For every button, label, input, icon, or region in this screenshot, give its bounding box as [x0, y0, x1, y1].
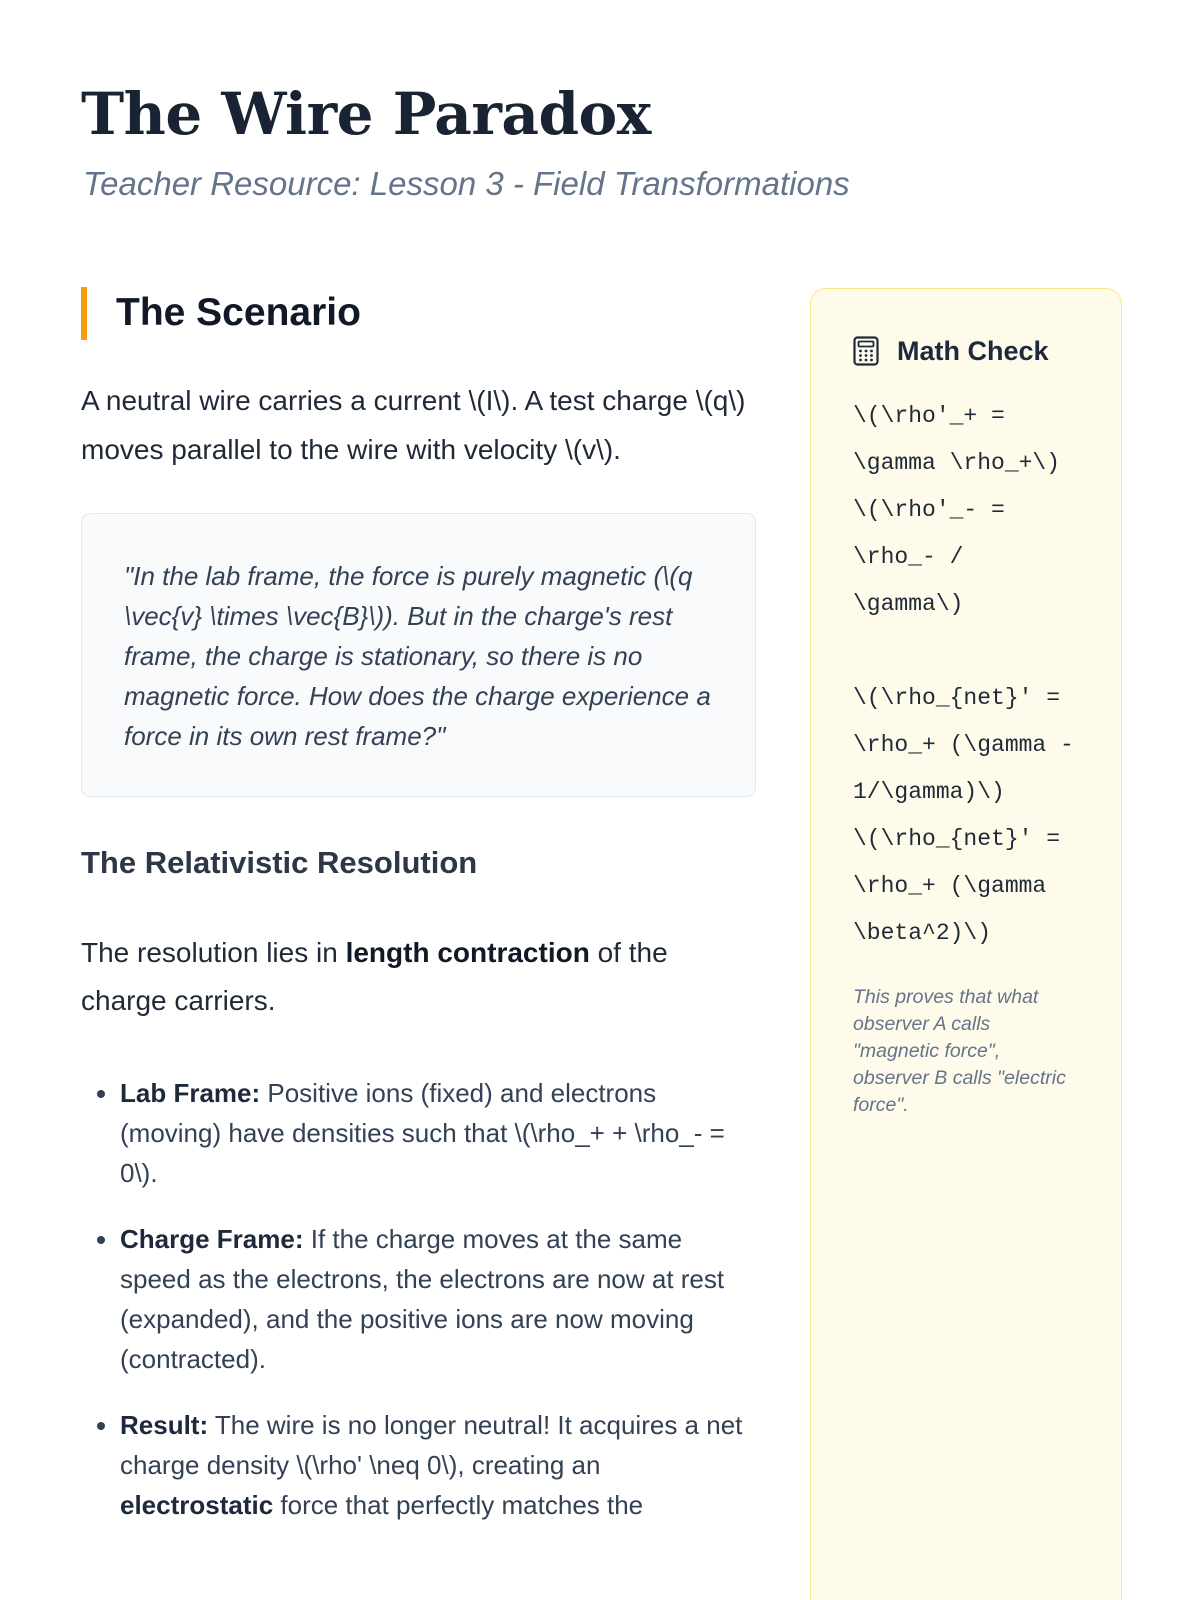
equation-line: \(\rho'_- =	[853, 497, 1005, 523]
sidebar-title: Math Check	[897, 335, 1049, 366]
math-check-sidebar	[810, 288, 1122, 1600]
list-item-text: The wire is no longer neutral! It acquires a net charge density \(\rho' \neq 0\), creating an	[120, 1410, 743, 1480]
calculator-icon	[853, 336, 879, 366]
equation-line: \(\rho_{net}' =	[853, 826, 1061, 852]
equation-line: \gamma\)	[853, 591, 964, 617]
equation-line: \rho_+ (\gamma -	[853, 732, 1074, 758]
page-title: The Wire Paradox	[81, 80, 651, 148]
document-page	[81, 0, 1121, 1600]
list-item-text: Positive ions (fixed) and electrons (moving) have densities such that \(\rho_+ + \rho_- = 0\).	[120, 1078, 725, 1188]
main-content	[81, 287, 756, 1551]
equation-spacer	[853, 628, 1101, 675]
resolution-text-after: of the charge carriers.	[81, 937, 668, 1016]
list-item-text: If the charge moves at the same speed as the electrons, the electrons are now at rest (expanded), and the positive ions are now moving (contracted).	[120, 1224, 725, 1374]
equation-line: \(\rho_{net}' =	[853, 685, 1061, 711]
resolution-text-bold: length contraction	[345, 937, 590, 968]
page-subtitle: Teacher Resource: Lesson 3 - Field Transformations	[83, 165, 850, 202]
resolution-text-before: The resolution lies in	[81, 937, 346, 968]
scenario-quote: "In the lab frame, the force is purely magnetic (\(q \vec{v} \times \vec{B}\)). But in the charge's rest frame, the charge is stationary, so there is no magnetic force. How does the charge experience a force in its own rest frame?"	[81, 513, 756, 797]
resolution-heading: The Relativistic Resolution	[81, 845, 478, 880]
sidebar-note: This proves that what observer A calls "magnetic force", observer B calls "electric force".	[853, 986, 1066, 1116]
scenario-heading-text: The Scenario	[116, 291, 361, 334]
scenario-heading	[81, 287, 756, 339]
equation-line: \rho_- /	[853, 544, 964, 570]
equation-line: \rho_+ (\gamma	[853, 873, 1047, 899]
list-item-label: Result:	[120, 1410, 209, 1440]
list-item-text-end: force that perfectly matches the	[273, 1490, 644, 1520]
equation-line: 1/\gamma)\)	[853, 779, 1005, 805]
list-item	[120, 1405, 756, 1525]
math-equations	[853, 393, 1101, 957]
list-item-label: Charge Frame:	[120, 1224, 304, 1254]
list-item	[120, 1073, 756, 1193]
list-item-bold: electrostatic	[120, 1490, 274, 1520]
scenario-intro: A neutral wire carries a current \(I\). A test charge \(q\) moves parallel to the wire with velocity \(v\).	[81, 385, 746, 465]
sidebar-header	[853, 331, 1101, 371]
equation-line: \gamma \rho_+\)	[853, 450, 1061, 476]
list-item-label: Lab Frame:	[120, 1078, 261, 1108]
equation-line: \(\rho'_+ =	[853, 403, 1005, 429]
list-item	[120, 1219, 756, 1379]
resolution-text	[81, 929, 756, 1025]
heading-accent-bar	[81, 287, 87, 340]
equation-line: \beta^2)\)	[853, 920, 992, 946]
resolution-list	[81, 1073, 756, 1525]
